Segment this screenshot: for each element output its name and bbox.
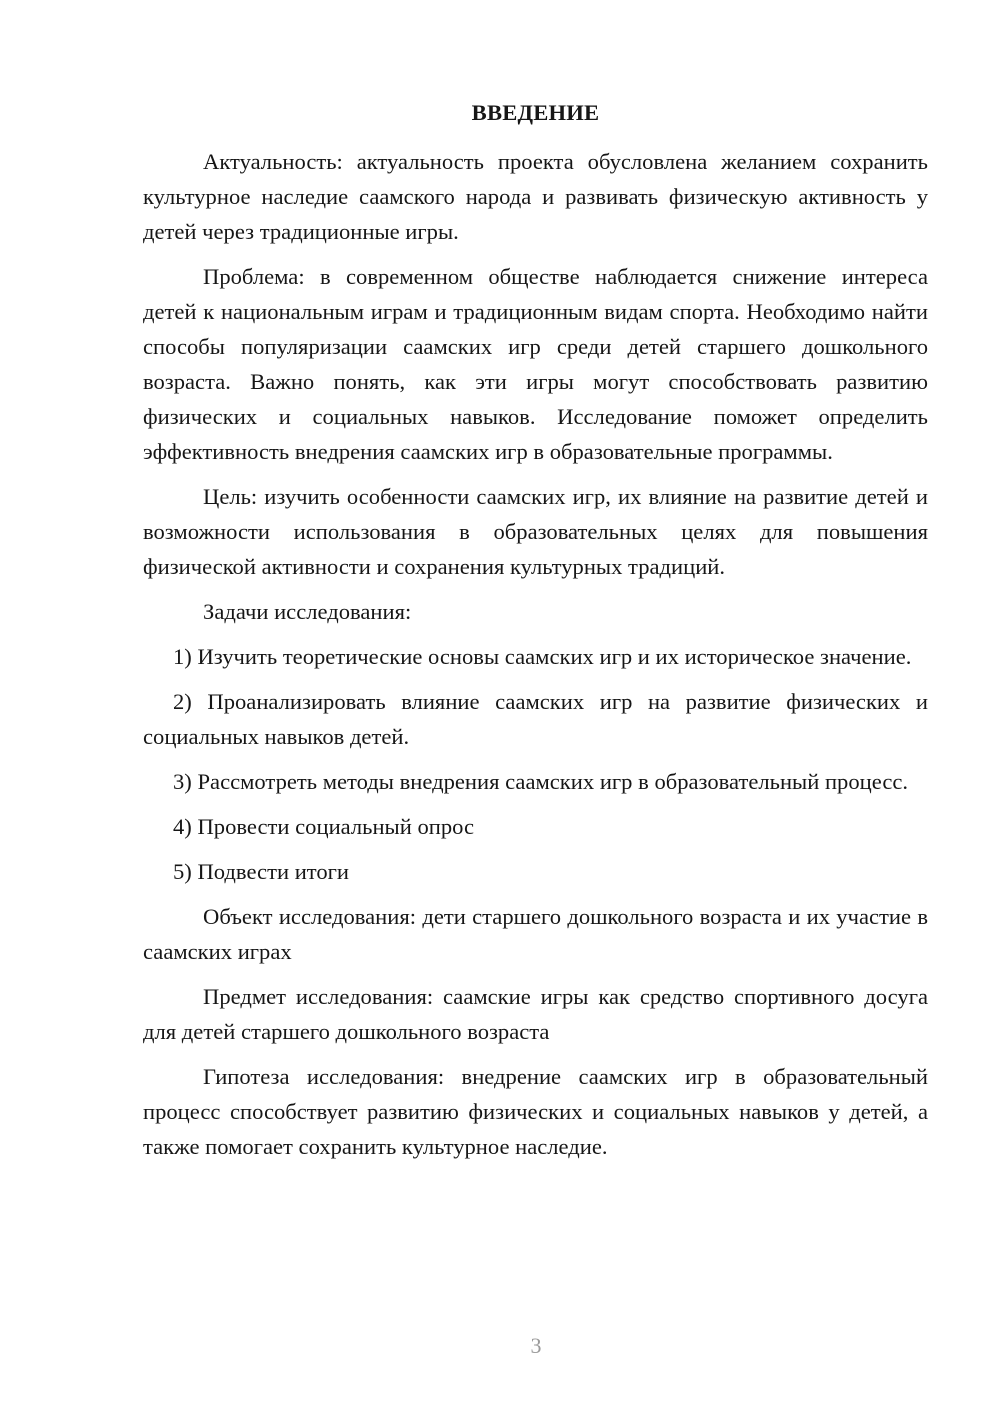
hypothesis-paragraph: Гипотеза исследования: внедрение саамских игр в образовательный процесс способствует развитию физических и социальных навыков у детей, а также помогает сохранить культурное наследие. xyxy=(143,1064,928,1159)
subject-paragraph: Предмет исследования: саамские игры как средство спортивного досуга для детей старшего дошкольного возраста xyxy=(143,984,928,1044)
task-item-5: 5) Подвести итоги xyxy=(173,859,350,884)
object-paragraph: Объект исследования: дети старшего дошкольного возраста и их участие в саамских играх xyxy=(143,904,928,964)
relevance-paragraph: Актуальность: актуальность проекта обусловлена желанием сохранить культурное наследие саамского народа и развивать физическую активность у детей через традиционные игры. xyxy=(143,149,928,244)
document-body xyxy=(143,95,928,1174)
task-item-1: 1) Изучить теоретические основы саамских игр и их историческое значение. xyxy=(173,644,912,669)
goal-paragraph: Цель: изучить особенности саамских игр, их влияние на развитие детей и возможности использования в образовательных целях для повышения физической активности и сохранения культурных традиций. xyxy=(143,484,928,579)
task-item-4: 4) Провести социальный опрос xyxy=(173,814,475,839)
task-item-2: 2) Проанализировать влияние саамских игр на развитие физических и социальных навыков детей. xyxy=(143,689,928,749)
tasks-title: Задачи исследования: xyxy=(203,599,412,624)
page-title: ВВЕДЕНИЕ xyxy=(471,100,600,125)
page-number: 3 xyxy=(530,1333,542,1358)
problem-paragraph: Проблема: в современном обществе наблюдается снижение интереса детей к национальным играм и традиционным видам спорта. Необходимо найти способы популяризации саамских игр среди детей старшего дошкольного возраста. Важно понять, как эти игры могут способствовать развитию физических и социальных навыков. Исследование поможет определить эффективность внедрения саамских игр в образовательные программы. xyxy=(143,264,928,464)
task-item-3: 3) Рассмотреть методы внедрения саамских игр в образовательный процесс. xyxy=(173,769,909,794)
